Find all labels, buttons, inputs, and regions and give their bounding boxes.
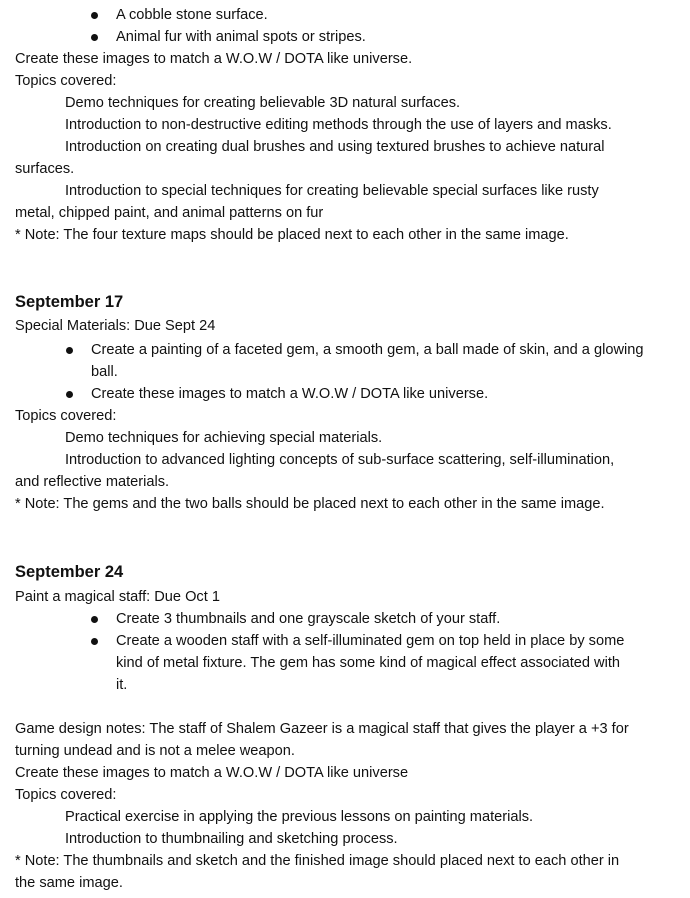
game-design-notes-continuation: turning undead and is not a melee weapon. bbox=[15, 743, 295, 759]
topics-label: Topics covered: bbox=[15, 408, 117, 424]
bullet-dot bbox=[91, 12, 98, 19]
note-line: * Note: The four texture maps should be placed next to each other in the same image. bbox=[15, 227, 569, 243]
section-date-heading: September 24 bbox=[15, 563, 124, 581]
topic-item-continuation: surfaces. bbox=[15, 161, 75, 177]
assignment-title: Paint a magical staff: Due Oct 1 bbox=[15, 589, 220, 605]
bullet-item: Create these images to match a W.O.W / DOTA like universe. bbox=[91, 386, 489, 402]
topic-item: Demo techniques for achieving special materials. bbox=[65, 430, 383, 446]
note-line: * Note: The thumbnails and sketch and the finished image should placed next to each other in bbox=[15, 853, 620, 869]
bullet-item-continuation: it. bbox=[116, 677, 128, 693]
topic-item: Practical exercise in applying the previous lessons on painting materials. bbox=[65, 809, 534, 825]
note-line-continuation: the same image. bbox=[15, 875, 123, 891]
topics-label: Topics covered: bbox=[15, 73, 117, 89]
bullet-item: Create 3 thumbnails and one grayscale sketch of your staff. bbox=[116, 611, 501, 627]
universe-line: Create these images to match a W.O.W / DOTA like universe. bbox=[15, 51, 413, 67]
topic-item: Demo techniques for creating believable 3D natural surfaces. bbox=[65, 95, 461, 111]
topic-item-continuation: metal, chipped paint, and animal patterns on fur bbox=[15, 205, 324, 221]
bullet-dot bbox=[91, 34, 98, 41]
topic-item: Introduction to thumbnailing and sketching process. bbox=[65, 831, 398, 847]
bullet-item: A cobble stone surface. bbox=[116, 7, 268, 23]
topic-item: Introduction on creating dual brushes and using textured brushes to achieve natural bbox=[65, 139, 605, 155]
game-design-notes: Game design notes: The staff of Shalem Gazeer is a magical staff that gives the player a +3 for bbox=[15, 721, 629, 737]
assignment-title: Special Materials: Due Sept 24 bbox=[15, 318, 216, 334]
topic-item: Introduction to advanced lighting concepts of sub-surface scattering, self-illumination, bbox=[65, 452, 615, 468]
bullet-dot bbox=[66, 347, 73, 354]
universe-line: Create these images to match a W.O.W / DOTA like universe bbox=[15, 765, 409, 781]
bullet-item: Animal fur with animal spots or stripes. bbox=[116, 29, 366, 45]
topic-item: Introduction to non-destructive editing methods through the use of layers and masks. bbox=[65, 117, 612, 133]
bullet-item: Create a wooden staff with a self-illuminated gem on top held in place by some bbox=[116, 633, 625, 649]
bullet-dot bbox=[91, 638, 98, 645]
bullet-dot bbox=[91, 616, 98, 623]
bullet-dot bbox=[66, 391, 73, 398]
section-date-heading: September 17 bbox=[15, 293, 124, 311]
bullet-item-continuation: kind of metal fixture. The gem has some kind of magical effect associated with bbox=[116, 655, 621, 671]
topic-item: Introduction to special techniques for creating believable special surfaces like rusty bbox=[65, 183, 599, 199]
bullet-item-continuation: ball. bbox=[91, 364, 118, 380]
bullet-item: Create a painting of a faceted gem, a smooth gem, a ball made of skin, and a glowing bbox=[91, 342, 644, 358]
topic-item-continuation: and reflective materials. bbox=[15, 474, 170, 490]
topics-label: Topics covered: bbox=[15, 787, 117, 803]
note-line: * Note: The gems and the two balls should be placed next to each other in the same image. bbox=[15, 496, 605, 512]
